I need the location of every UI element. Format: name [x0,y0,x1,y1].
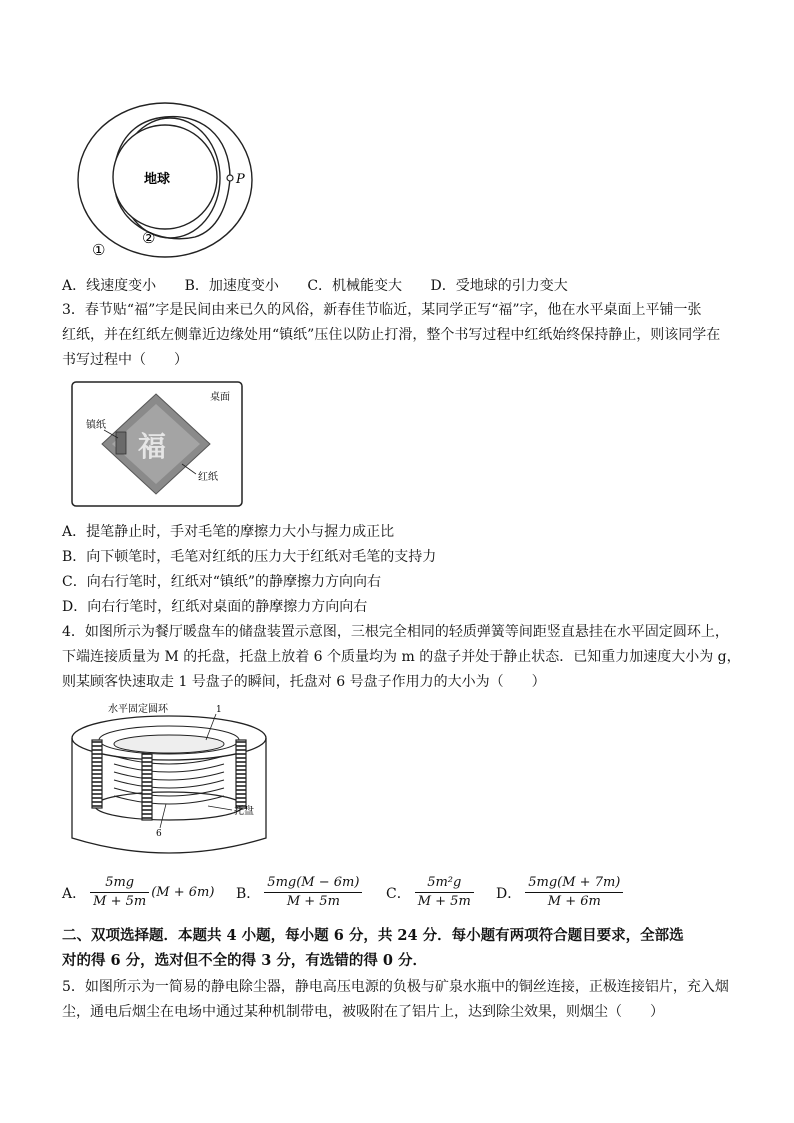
plate-1-label: 1 [216,705,222,715]
paper-label: 红纸 [198,472,218,483]
q3-stem-line-3: 书写过程中（ ） [62,352,188,368]
spring-left [92,740,102,808]
plates-stack [114,756,224,804]
fu-figure [70,380,246,510]
q2-options [62,274,592,298]
paper-weight [116,432,126,454]
q4-choice-d-num: 5mg(M + 7m) [525,874,623,893]
q4-choice-c[interactable] [386,874,474,911]
fu-char: 福 [138,430,167,463]
plate-6-pointer [160,804,166,828]
q2-option-d[interactable]: D．受地球的引力变大 [430,278,568,294]
q4-choice-a-fraction [90,874,149,911]
q4-choice-c-label: C． [386,885,411,902]
plate-warmer-figure [66,700,272,862]
desk-label: 桌面 [210,392,230,403]
q4-choice-a-den: M + 5m [93,894,147,909]
point-p-label: P [236,172,245,187]
q3-stem-line-1: 3．春节贴“福”字是民间由来已久的风俗，新春佳节临近，某同学正写“福”字，他在水平桌面上平铺一张 [62,302,702,318]
q3-stem-line-2: 红纸，并在红纸左侧靠近边缘处用“镇纸”压住以防止打滑，整个书写过程中红纸始终保持静止，则该同学在 [62,327,721,343]
q4-choice-b-den: M + 5m [286,894,340,909]
q4-choice-d-den: M + 6m [547,894,601,909]
spring-front [142,754,152,820]
q4-choice-c-den: M + 5m [417,894,471,909]
q4-choice-a-label: A． [62,885,87,902]
q3-option-d[interactable]: D．向右行笔时，红纸对桌面的静摩擦力方向向右 [62,599,368,615]
section-2-heading-line-2: 对的得 6 分，选对但不全的得 3 分，有选错的得 0 分． [62,952,428,969]
q5-stem-line-1: 5．如图所示为一简易的静电除尘器，静电高压电源的负极与矿泉水瓶中的铜丝连接，正极连接铝片，充入烟 [62,979,729,995]
q4-choice-a-num: 5mg [90,874,149,893]
weight-label: 镇纸 [86,420,106,431]
orbit-2-label: ② [142,229,156,247]
q3-option-b[interactable]: B．向下顿笔时，毛笔对红纸的压力大于红纸对毛笔的支持力 [62,549,437,565]
q4-choice-b-label: B． [236,885,261,902]
ring-label: 水平固定圆环 [108,704,168,715]
q2-option-c[interactable]: C．机械能变大 [307,278,403,294]
tray-pointer [208,806,232,810]
plate-top [114,735,224,753]
plate-6-label: 6 [156,829,162,839]
q4-choice-a-tail: (M + 6m) [151,885,215,900]
q4-choice-a[interactable] [62,874,214,911]
q4-stem-line-2: 下端连接质量为 M 的托盘，托盘上放着 6 个质量均为 m 的盘子并处于静止状态．已知重力加速度大小为 g， [62,649,741,665]
q4-choice-d-fraction [525,874,623,911]
q4-choice-d[interactable] [496,874,623,911]
q2-option-b[interactable]: B．加速度变小 [184,278,279,294]
q5-stem-line-2: 尘，通电后烟尘在电场中通过某种机制带电，被吸附在了铝片上，达到除尘效果，则烟尘（ ） [62,1004,664,1020]
tray-label: 托盘 [234,806,254,817]
q2-option-a[interactable]: A．线速度变小 [62,278,157,294]
q3-option-a[interactable]: A．提笔静止时，手对毛笔的摩擦力大小与握力成正比 [62,524,395,540]
section-2-heading-line-1: 二、双项选择题．本题共 4 小题，每小题 6 分，共 24 分．每小题有两项符合题目要求，全部选 [62,927,684,944]
earth-label: 地球 [144,171,171,186]
q4-stem-line-1: 4．如图所示为餐厅暖盘车的储盘装置示意图，三根完全相同的轻质弹簧等间距竖直悬挂在水平固定圆环上， [62,624,729,640]
q3-option-c[interactable]: C．向右行笔时，红纸对“镇纸”的静摩擦力方向向右 [62,574,382,590]
q4-choice-b-fraction [264,874,362,911]
orbit-figure [70,95,270,260]
q4-choice-d-label: D． [496,885,522,902]
q4-choice-c-num: 5m²g [415,874,474,893]
q4-stem-line-3: 则某顾客快速取走 1 号盘子的瞬间，托盘对 6 号盘子作用力的大小为（ ） [62,674,546,690]
point-p [227,175,233,181]
q4-choice-b[interactable] [236,874,362,911]
q4-choice-c-fraction [415,874,474,911]
orbit-1-label: ① [92,241,106,259]
q4-choice-b-num: 5mg(M − 6m) [264,874,362,893]
spring-right [236,740,246,808]
